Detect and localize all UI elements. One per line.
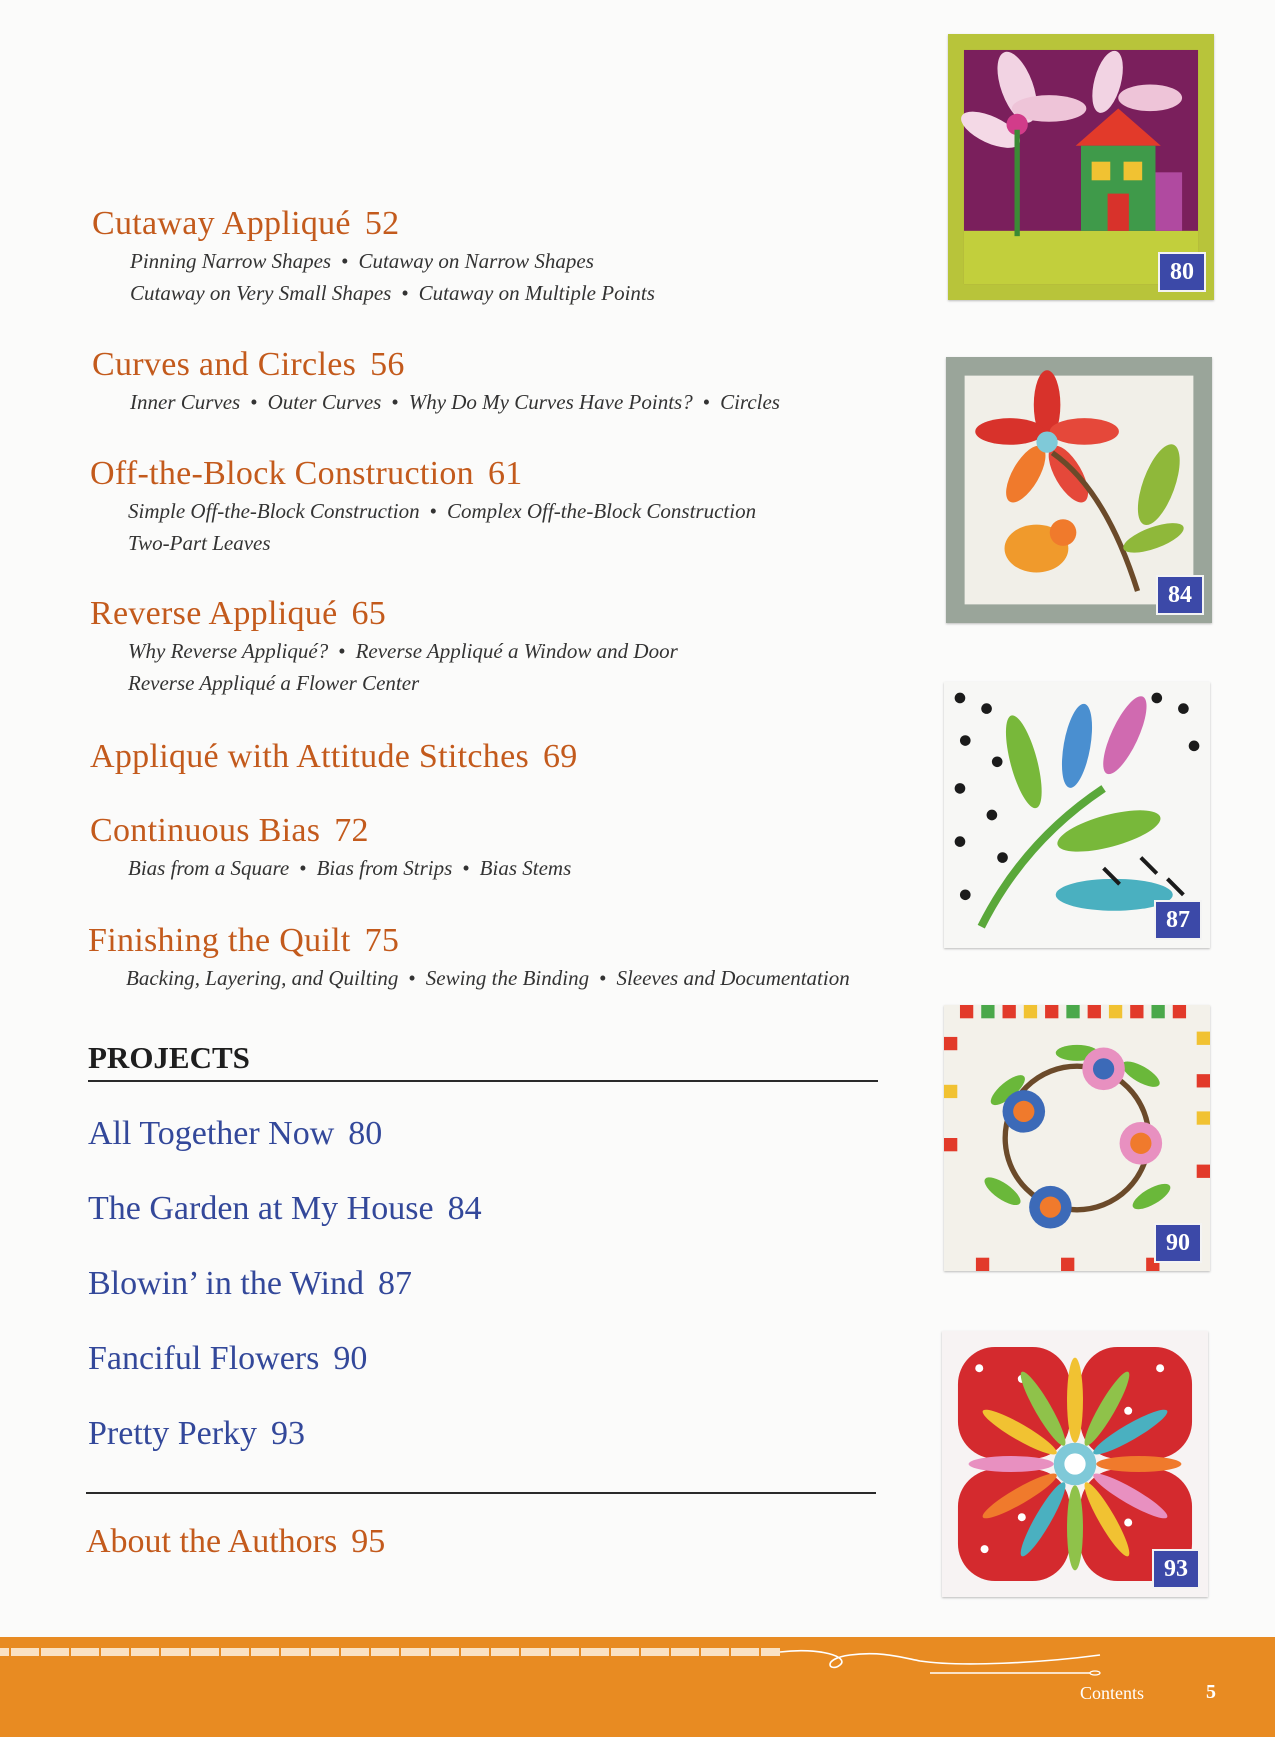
chapter-entry [90, 455, 756, 559]
project-link[interactable]: The Garden at My House 84 [88, 1190, 482, 1227]
project-link[interactable]: Fanciful Flowers 90 [88, 1340, 368, 1377]
chapter-entry [90, 738, 578, 776]
chapter-entry [92, 205, 655, 309]
subtopic-line: Inner Curves • Outer Curves • Why Do My Curves Have Points? • Circles [130, 390, 780, 414]
page-number: 5 [1206, 1681, 1216, 1703]
subtopic-line: Backing, Layering, and Quilting • Sewing the Binding • Sleeves and Documentation [126, 966, 850, 990]
chapter-link[interactable]: Off-the-Block Construction 61 [90, 455, 523, 492]
project-link[interactable]: Blowin’ in the Wind 87 [88, 1265, 412, 1302]
chapter-link[interactable]: Continuous Bias 72 [90, 812, 369, 849]
subtopic-line: Bias from a Square • Bias from Strips • Bias Stems [128, 856, 572, 880]
subtopic-line: Cutaway on Very Small Shapes • Cutaway on Multiple Points [130, 281, 655, 305]
project-thumbnail[interactable] [948, 34, 1214, 300]
page-badge: 87 [1154, 900, 1202, 940]
page-badge: 84 [1156, 575, 1204, 615]
page-badge: 93 [1152, 1549, 1200, 1589]
about-authors-link[interactable]: About the Authors 95 [86, 1523, 386, 1560]
divider [86, 1492, 876, 1494]
projects-heading: PROJECTS [88, 1040, 878, 1082]
chapter-entry [90, 812, 571, 884]
footer-section-label: Contents [1080, 1683, 1145, 1703]
footer-bar [0, 1637, 1275, 1737]
chapter-link[interactable]: Curves and Circles 56 [92, 346, 405, 383]
chapter-link[interactable]: Finishing the Quilt 75 [88, 922, 400, 959]
chapter-entry [90, 595, 678, 699]
subtopic-line: Simple Off-the-Block Construction • Complex Off-the-Block Construction [128, 499, 757, 523]
project-thumbnail[interactable] [946, 357, 1212, 623]
page-badge: 90 [1154, 1223, 1202, 1263]
chapter-entry [88, 922, 850, 994]
project-thumbnail[interactable] [944, 1005, 1210, 1271]
subtopic-line: Reverse Appliqué a Flower Center [128, 671, 420, 695]
project-thumbnail[interactable] [942, 1331, 1208, 1597]
project-link[interactable]: All Together Now 80 [88, 1115, 383, 1152]
project-thumbnail[interactable] [944, 682, 1210, 948]
chapter-link[interactable]: Appliqué with Attitude Stitches 69 [90, 738, 578, 775]
page-badge: 80 [1158, 252, 1206, 292]
subtopic-line: Pinning Narrow Shapes • Cutaway on Narrow Shapes [130, 249, 594, 273]
subtopic-line: Why Reverse Appliqué? • Reverse Appliqué a Window and Door [128, 639, 678, 663]
chapter-link[interactable]: Cutaway Appliqué 52 [92, 205, 400, 242]
chapter-link[interactable]: Reverse Appliqué 65 [90, 595, 387, 632]
subtopic-line: Two-Part Leaves [128, 531, 271, 555]
chapter-entry [92, 346, 780, 418]
project-link[interactable]: Pretty Perky 93 [88, 1415, 306, 1452]
